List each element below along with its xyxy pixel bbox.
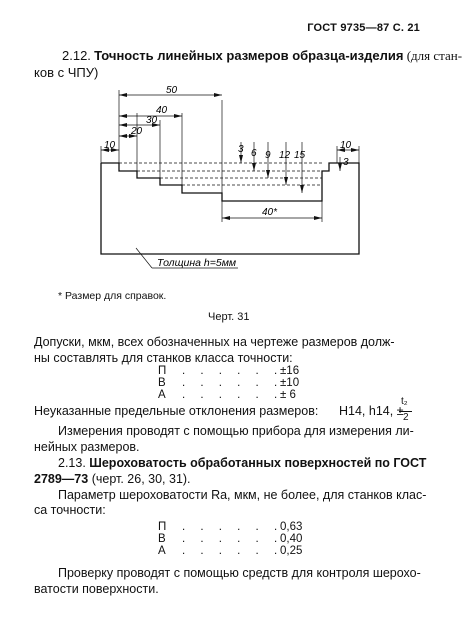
section-2-12-heading [62, 48, 462, 64]
section-title: Шероховатость обработанных поверхностей по ГОСТ [89, 456, 427, 470]
dim-50: 50 [166, 85, 178, 96]
para-4-line-2: са точности: [34, 503, 106, 517]
roughness-row [0, 545, 444, 558]
para-5-line-2: ватости поверхности. [34, 582, 159, 596]
dim-12: 12 [279, 150, 291, 161]
extension-lines [101, 90, 359, 222]
page-header: ГОСТ 9735—87 С. 21 [307, 22, 420, 34]
dim-6: 6 [251, 148, 257, 159]
para-1-line-2: ны составлять для станков класса точности: [34, 351, 293, 365]
fraction-numerator: t₂ [401, 396, 408, 407]
dim-20: 20 [131, 126, 143, 137]
leader-dots: . . . . . . [182, 389, 284, 401]
dimension-lines [101, 95, 359, 218]
leader-dots: . . . . . . [182, 377, 284, 389]
class-label: П [158, 521, 167, 533]
figure-caption: Черт. 31 [208, 311, 250, 323]
leader-line [136, 248, 152, 268]
dim-30: 30 [146, 115, 158, 126]
tolerance-value: ± 6 [280, 389, 296, 401]
section-number: 2.13. [58, 456, 86, 470]
section-2-12-heading-cont: ков с ЧПУ) [34, 65, 99, 80]
para-1-line-1: Допуски, мкм, всех обозначенных на чертеже размеров долж- [34, 335, 395, 349]
section-note: (для стан- [406, 48, 462, 63]
dim-10-right: 10 [340, 140, 352, 151]
leader-dots: . . . . . . [182, 533, 284, 545]
class-label: А [158, 545, 166, 557]
para-3-line-2: нейных размеров. [34, 440, 140, 454]
roughness-value: 0,63 [280, 521, 303, 533]
dim-3: 3 [238, 144, 244, 155]
section-2-13-line-1 [58, 456, 426, 470]
standard-ref: 2789—73 [34, 472, 89, 486]
part-outline [101, 163, 359, 254]
tolerance-row [0, 389, 444, 402]
para-2-text: Неуказанные предельные отклонения размеров: [34, 404, 319, 418]
para-3-line-1: Измерения проводят с помощью прибора для измерения ли- [58, 424, 414, 438]
section-number: 2.12. [62, 48, 91, 63]
para-5-line-1: Проверку проводят с помощью средств для контроля шерохо- [58, 566, 421, 580]
tolerance-value: ±10 [280, 377, 300, 389]
para-2-formula: H14, h14, ± [339, 404, 404, 418]
dim-40-star: 40* [262, 207, 278, 218]
fraction-denominator: 2 [403, 412, 409, 423]
class-label: В [158, 377, 166, 389]
dim-40: 40 [156, 105, 168, 116]
thickness-label: Толщина h=5мм [157, 257, 237, 269]
footnote: * Размер для справок. [58, 290, 167, 302]
leader-dots: . . . . . . [182, 365, 284, 377]
para-4-line-1: Параметр шероховатости Ra, мкм, не более, для станков клас- [58, 488, 427, 502]
hidden-lines [119, 163, 322, 185]
roughness-value: 0,25 [280, 545, 303, 557]
dim-15: 15 [294, 150, 306, 161]
dim-3-right: 3 [343, 157, 349, 168]
class-label: А [158, 389, 166, 401]
leader-dots: . . . . . . [182, 545, 284, 557]
class-label: П [158, 365, 167, 377]
tolerance-value: ±16 [280, 365, 300, 377]
section-2-13-line-2 [34, 472, 191, 486]
technical-drawing [0, 80, 444, 280]
roughness-value: 0,40 [280, 533, 303, 545]
figure-refs: (черт. 26, 30, 31). [91, 472, 191, 486]
class-label: В [158, 533, 166, 545]
dim-9: 9 [265, 150, 271, 161]
leader-dots: . . . . . . [182, 521, 284, 533]
section-title: Точность линейных размеров образца-изделия [94, 48, 404, 63]
dim-10-left: 10 [104, 140, 116, 151]
